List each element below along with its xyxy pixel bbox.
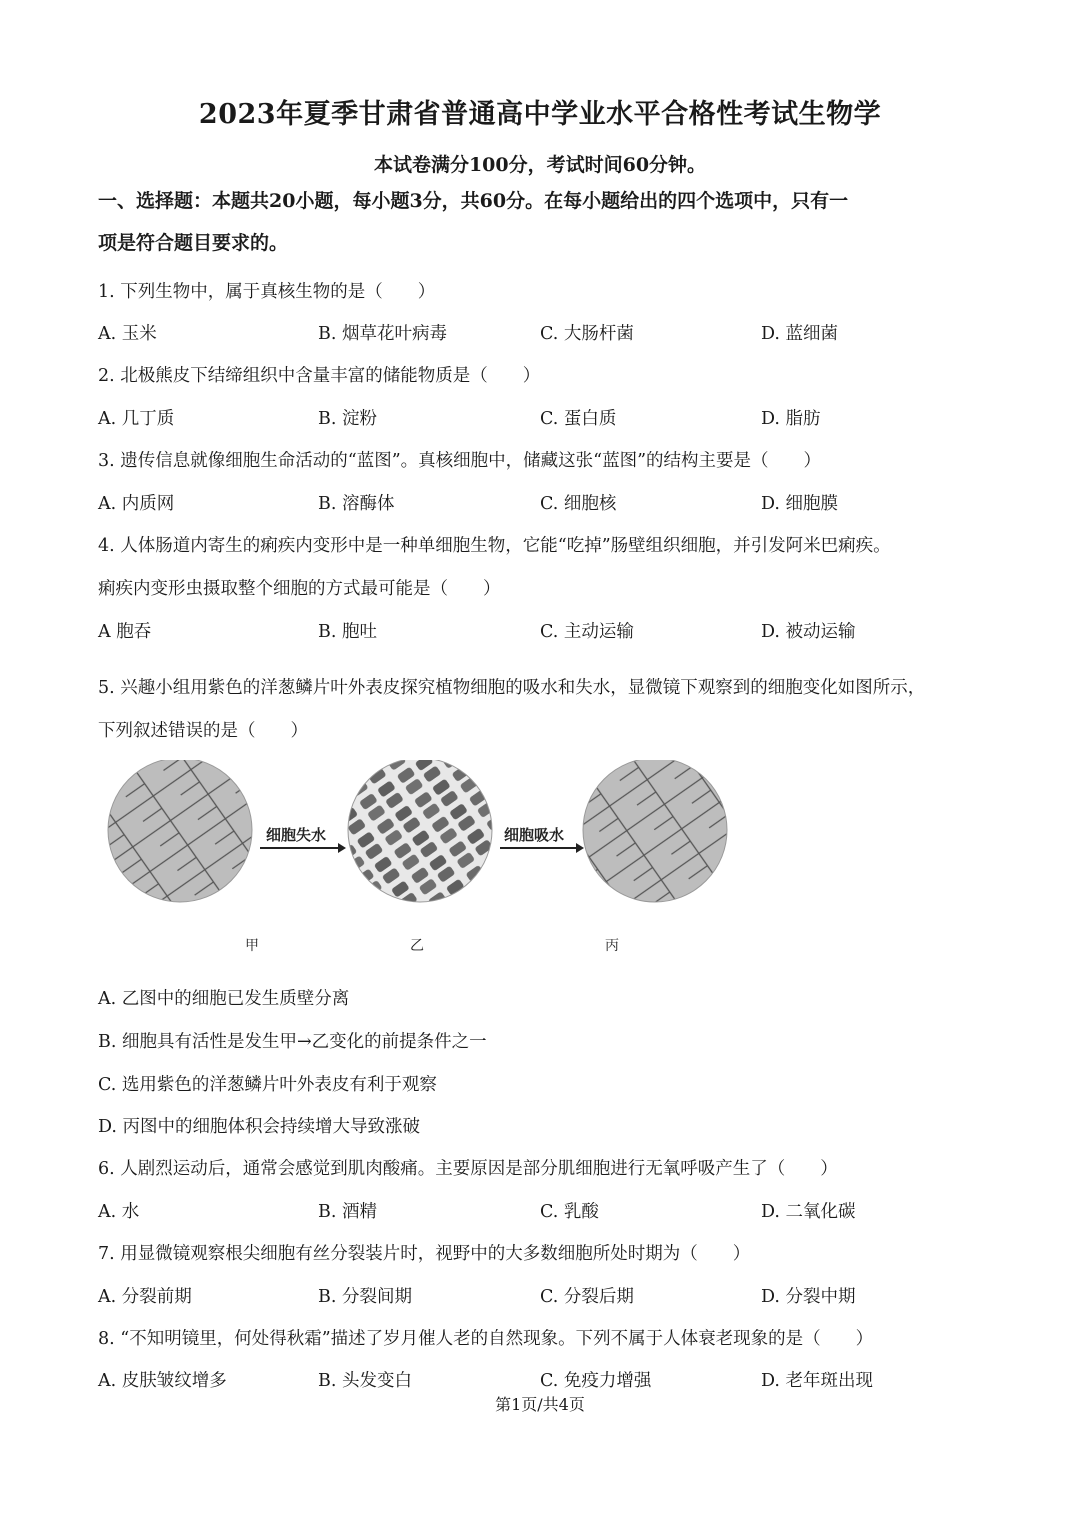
cell-image-yi bbox=[348, 760, 492, 902]
q2-option-b: B. 淀粉 bbox=[318, 409, 377, 429]
q2-option-d: D. 脂肪 bbox=[761, 409, 821, 429]
q4-option-d: D. 被动运输 bbox=[761, 622, 856, 642]
question-5-line-2: 下列叙述错误的是（ ） bbox=[98, 721, 308, 741]
label-bing: 丙 bbox=[605, 938, 619, 954]
q2-option-c: C. 蛋白质 bbox=[540, 409, 617, 429]
q5-option-d: D. 丙图中的细胞体积会持续增大导致涨破 bbox=[98, 1117, 421, 1137]
label-yi: 乙 bbox=[410, 938, 424, 954]
question-4-line-1: 4. 人体肠道内寄生的痢疾内变形中是一种单细胞生物，它能“吃掉”肠壁组织细胞，并引发阿米巴痢疾。 bbox=[98, 536, 891, 556]
q1-option-b: B. 烟草花叶病毒 bbox=[318, 324, 447, 344]
q5-option-c: C. 选用紫色的洋葱鳞片叶外表皮有利于观察 bbox=[98, 1075, 437, 1095]
q8-option-d: D. 老年斑出现 bbox=[761, 1371, 874, 1391]
q6-option-a: A. 水 bbox=[98, 1202, 140, 1222]
q2-option-a: A. 几丁质 bbox=[98, 409, 175, 429]
q7-option-d: D. 分裂中期 bbox=[761, 1287, 856, 1307]
arrow-1-label: 细胞失水 bbox=[266, 826, 327, 844]
q3-option-d: D. 细胞膜 bbox=[761, 494, 839, 514]
arrow-2-label: 细胞吸水 bbox=[504, 826, 565, 844]
exam-info: 本试卷满分100分，考试时间60分钟。 bbox=[373, 154, 707, 176]
question-6: 6. 人剧烈运动后，通常会感觉到肌肉酸痛。主要原因是部分肌细胞进行无氧呼吸产生了（ ） bbox=[98, 1159, 838, 1179]
question-5-line-1: 5. 兴趣小组用紫色的洋葱鳞片叶外表皮探究植物细胞的吸水和失水，显微镜下观察到的细胞变化如图所示， bbox=[98, 678, 926, 698]
q5-option-b: B. 细胞具有活性是发生甲→乙变化的前提条件之一 bbox=[98, 1032, 487, 1052]
question-8: 8. “不知明镜里，何处得秋霜”描述了岁月催人老的自然现象。下列不属于人体衰老现象的是（ ） bbox=[98, 1329, 874, 1349]
q1-option-c: C. 大肠杆菌 bbox=[540, 324, 634, 344]
q3-option-a: A. 内质网 bbox=[98, 494, 175, 514]
section-heading-line-2: 项是符合题目要求的。 bbox=[98, 232, 289, 254]
cell-image-jia bbox=[108, 760, 252, 902]
q6-option-c: C. 乳酸 bbox=[540, 1202, 599, 1222]
q4-option-a: A 胞吞 bbox=[98, 622, 152, 642]
q1-option-d: D. 蓝细菌 bbox=[761, 324, 839, 344]
cell-plasmolysis-figure bbox=[100, 760, 740, 960]
cell-image-bing bbox=[583, 760, 727, 902]
q6-option-d: D. 二氧化碳 bbox=[761, 1202, 856, 1222]
arrow-1-head bbox=[338, 843, 346, 853]
q4-option-c: C. 主动运输 bbox=[540, 622, 634, 642]
q1-option-a: A. 玉米 bbox=[98, 324, 157, 344]
q8-option-c: C. 免疫力增强 bbox=[540, 1371, 652, 1391]
q7-option-c: C. 分裂后期 bbox=[540, 1287, 634, 1307]
label-jia: 甲 bbox=[245, 938, 259, 954]
arrow-2-head bbox=[576, 843, 584, 853]
q4-option-b: B. 胞吐 bbox=[318, 622, 377, 642]
q7-option-b: B. 分裂间期 bbox=[318, 1287, 412, 1307]
q8-option-b: B. 头发变白 bbox=[318, 1371, 412, 1391]
page-title: 2023年夏季甘肃省普通高中学业水平合格性考试生物学 bbox=[198, 99, 882, 130]
q3-option-b: B. 溶酶体 bbox=[318, 494, 395, 514]
q5-option-a: A. 乙图中的细胞已发生质壁分离 bbox=[98, 989, 350, 1009]
q3-option-c: C. 细胞核 bbox=[540, 494, 617, 514]
question-2: 2. 北极熊皮下结缔组织中含量丰富的储能物质是（ ） bbox=[98, 366, 541, 386]
q6-option-b: B. 酒精 bbox=[318, 1202, 377, 1222]
question-1: 1. 下列生物中，属于真核生物的是（ ） bbox=[98, 282, 436, 302]
q8-option-a: A. 皮肤皱纹增多 bbox=[98, 1371, 227, 1391]
page-footer: 第1页/共4页 bbox=[495, 1395, 585, 1414]
section-heading-line-1: 一、选择题：本题共20小题，每小题3分，共60分。在每小题给出的四个选项中，只有一 bbox=[98, 190, 849, 212]
q7-option-a: A. 分裂前期 bbox=[98, 1287, 192, 1307]
question-3: 3. 遗传信息就像细胞生命活动的“蓝图”。真核细胞中，储藏这张“蓝图”的结构主要是（ ） bbox=[98, 451, 822, 471]
question-4-line-2: 痢疾内变形虫摄取整个细胞的方式最可能是（ ） bbox=[98, 579, 501, 599]
question-7: 7. 用显微镜观察根尖细胞有丝分裂装片时，视野中的大多数细胞所处时期为（ ） bbox=[98, 1244, 751, 1264]
